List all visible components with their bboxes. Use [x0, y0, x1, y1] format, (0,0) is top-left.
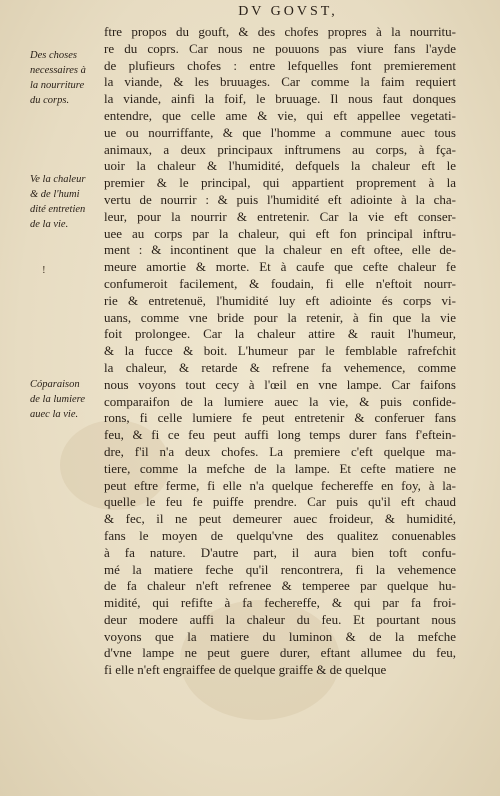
text-line: peut eftre ferme, fi elle n'a quelque fechereffe en foy, à la-	[104, 477, 456, 493]
text-line: & la fucce & boit. L'humeur par le femblable rafrefchit	[104, 343, 456, 359]
margin-note-line: du corps.	[30, 95, 70, 106]
text-line: fans le moyen de quelqu'vne des qualitez conuenables	[104, 527, 456, 543]
text-line: la viande, ainfi la foif, le bruuage. Il nous faut donques	[104, 91, 456, 107]
margin-note-line: dité entretien	[30, 204, 86, 215]
text-line: re du coprs. Car nous ne pouuons pas viure fans l'ayde	[104, 40, 456, 56]
text-line: à fa nature. D'autre part, il aura bien toft confu-	[104, 544, 456, 560]
margin-note-comparison	[30, 377, 102, 422]
text-line: premier & le principal, qui appartient proprement à la	[104, 175, 456, 191]
margin-note-line: Des choses	[30, 50, 77, 61]
margin-mark: !	[42, 264, 46, 276]
text-line: uoir la chaleur & l'humidité, defquels la chaleur eft le	[104, 158, 456, 174]
text-line: la viande, & les bruuages. Car comme la faim requiert	[104, 74, 456, 90]
margin-note-heat-humidity	[30, 172, 102, 232]
margin-note-nourishment	[30, 48, 102, 108]
running-head-text: DV GOVST,	[238, 4, 338, 19]
text-line: uee au corps par la chaleur, qui eft fon principal inftru-	[104, 225, 456, 241]
margin-note-line: auec la vie.	[30, 409, 79, 420]
text-line: midité, qui refifte à fa fechereffe, & qui par fa froi-	[104, 595, 456, 611]
margin-note-line: de la lumiere	[30, 394, 86, 405]
text-line: confumeroit facilement, & foudain, fi elle n'eftoit nourr-	[104, 275, 456, 291]
text-line: mé la matiere feche qu'il rencontrera, fi la vehemence	[104, 561, 456, 577]
text-line: foit prolongee. Car la chaleur attire & rauit l'humeur,	[104, 326, 456, 342]
text-line: feu, & fi ce feu peut auffi long temps durer fans f'eftein-	[104, 427, 456, 443]
text-line: de plufieurs chofes : entre lefquelles font premierement	[104, 57, 456, 73]
text-line: fi elle n'eft engraiffee de quelque graiffe & de quelque	[104, 662, 387, 678]
text-line: rie & entretenuë, l'humidité luy eft adiointe és corps vi-	[104, 292, 456, 308]
body-text	[104, 24, 456, 679]
text-line: meure amortie & morte. Et à caufe que cefte chaleur fe	[104, 259, 456, 275]
text-line: nous voyons tout cecy à l'œil en vne lampe. Car faifons	[104, 376, 456, 392]
text-line: dre, f'il n'a deux chofes. La premiere c'eft quelque ma-	[104, 443, 456, 459]
margin-note-line: necessaires à	[30, 65, 86, 76]
text-line: entendre, que celle ame & vie, qui eft appellee vegetati-	[104, 107, 456, 123]
text-line: ment : & incontinent que la chaleur en eft oftee, elle de-	[104, 242, 456, 258]
text-line: tiere, comme la mefche de la lampe. Et cefte matiere ne	[104, 460, 456, 476]
text-line: de fa chaleur n'eft refrenee & temperee par quelque hu-	[104, 578, 456, 594]
text-line: d'vne lampe ne peut guere durer, eftant allumee du feu,	[104, 645, 456, 661]
margin-note-line: Cóparaison	[30, 379, 80, 390]
text-line: animaux, a deux principaux inftrumens au corps, à fça-	[104, 141, 456, 157]
text-line: quelle le feu fe puiffe prendre. Car puis qu'il eft chaud	[104, 494, 456, 510]
margin-note-line: Ve la chaleur	[30, 174, 86, 185]
margin-note-line: la nourriture	[30, 80, 85, 91]
text-line: comparaifon de la lumiere auec la vie, & puis confide-	[104, 393, 456, 409]
text-line: vertu de nourrir : & puis l'humidité eft adiointe à la cha-	[104, 191, 456, 207]
margin-note-line: & de l'humi	[30, 189, 80, 200]
text-line: ue ou nourriffante, & que l'homme a commune auec tous	[104, 124, 456, 140]
margin-note-line: de la vie.	[30, 219, 69, 230]
running-head	[0, 4, 500, 20]
text-line: & fec, il ne peut demeurer auec froideur, & humidité,	[104, 511, 456, 527]
text-line: ftre propos du gouft, & des chofes propres à la nourritu-	[104, 24, 456, 39]
text-line: voyons que la matiere du luminon & de la mefche	[104, 628, 456, 644]
text-line: rons, fi celle lumiere fe peut entretenir & conferuer fans	[104, 410, 456, 426]
text-line: deur modere auffi la chaleur du feu. Et pourtant nous	[104, 611, 456, 627]
text-line: uans, comme vne bride pour la retenir, à fin que la vie	[104, 309, 456, 325]
text-line: la chaleur, & retarde & refrene fa vehemence, comme	[104, 359, 456, 375]
text-line: leur, pour la nourrir & entretenir. Car la vie eft conser-	[104, 208, 456, 224]
